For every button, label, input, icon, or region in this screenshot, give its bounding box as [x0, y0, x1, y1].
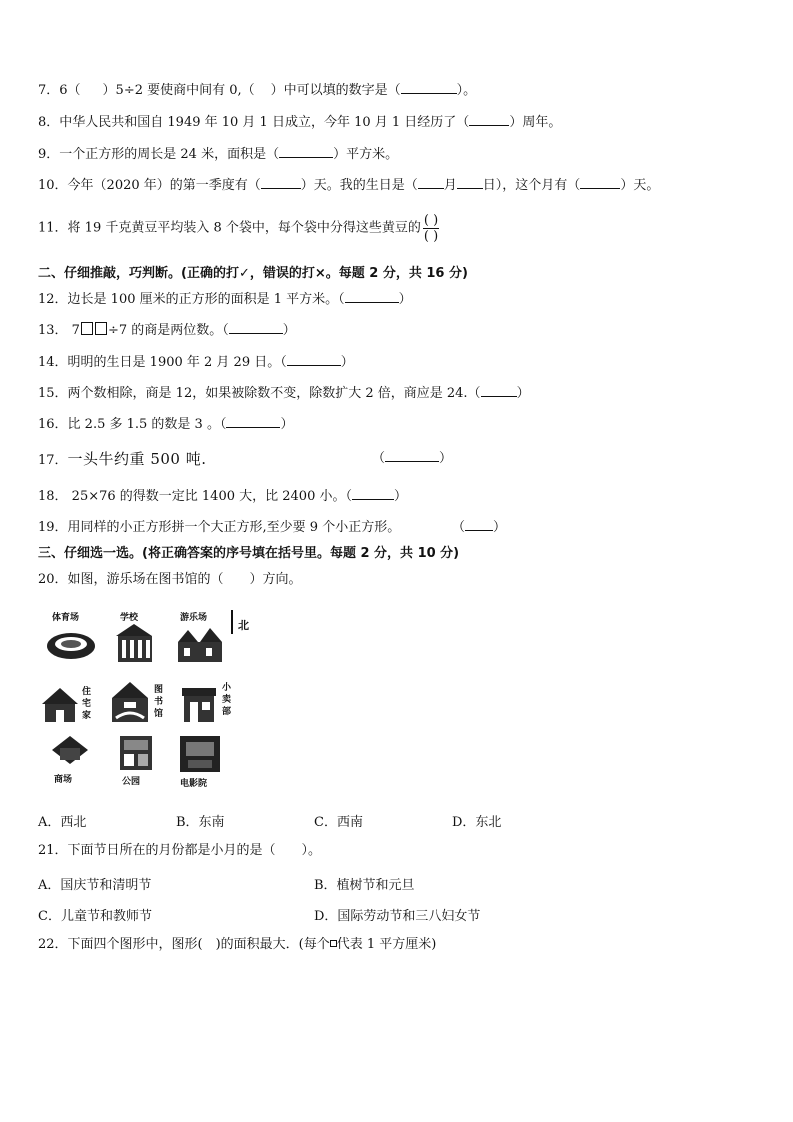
park-icon: [116, 734, 156, 772]
answer-blank[interactable]: [401, 82, 457, 94]
question-9: 9．一个正方形的周长是 24 米，面积是（ ）平方米。: [38, 147, 399, 162]
map-stadium: 体育场: [40, 610, 102, 668]
answer-blank[interactable]: [226, 416, 280, 428]
question-8: 8．中华人民共和国自 1949 年 10 月 1 日成立，今年 10 月 1 日经历了（ ）周年。: [38, 115, 562, 130]
stadium-icon: [46, 624, 106, 664]
answer-blank[interactable]: [352, 488, 394, 500]
map-shop: 小 卖 部: [174, 674, 236, 732]
question-14: 14．明明的生日是 1900 年 2 月 29 日。（ ）: [38, 355, 354, 370]
map-school: 学校: [108, 610, 170, 668]
question-21: 21．下面节日所在的月份都是小月的是（ ）。: [38, 843, 322, 858]
map-cinema: 电影院: [174, 734, 236, 792]
school-icon: [112, 622, 172, 666]
map-park: 公园: [108, 734, 170, 792]
fraction-answer[interactable]: $\frac{( )}{( )}$: [423, 213, 439, 244]
question-22: 22．下面四个图形中，图形( )的面积最大．(每个 代表 1 平方厘米): [38, 937, 437, 952]
answer-blank[interactable]: [385, 450, 439, 462]
answer-blank[interactable]: [345, 291, 399, 303]
question-11: 11．将 19 千克黄豆平均装入 8 个袋中，每个袋中分得这些黄豆的 $\frac{( )}{( )}$: [38, 213, 439, 244]
question-16: 16．比 2.5 多 1.5 的数是 3 。（ ）: [38, 417, 294, 432]
house-icon: [40, 684, 80, 724]
section-3-heading: 三、仔细选一选。(将正确答案的序号填在括号里。每题 2 分，共 10 分): [38, 546, 460, 561]
answer-blank[interactable]: [457, 177, 483, 189]
q20-option-c[interactable]: C．西南: [314, 815, 363, 830]
answer-blank[interactable]: [580, 177, 620, 189]
shop-icon: [180, 684, 220, 728]
question-12: 12．边长是 100 厘米的正方形的面积是 1 平方米。（ ）: [38, 292, 412, 307]
north-label: 北: [238, 619, 249, 632]
q20-option-b[interactable]: B．东南: [176, 815, 225, 830]
q20-option-a[interactable]: A．西北: [38, 815, 87, 830]
q21-option-d[interactable]: D．国际劳动节和三八妇女节: [314, 909, 481, 924]
answer-blank[interactable]: [418, 177, 444, 189]
digit-box: [95, 322, 107, 335]
cinema-icon: [178, 734, 222, 774]
map-library: 图 书 馆: [108, 674, 170, 732]
answer-blank[interactable]: [481, 385, 517, 397]
unit-square-icon: [330, 940, 337, 947]
question-20: 20．如图，游乐场在图书馆的（ ）方向。: [38, 572, 302, 587]
map-figure: [40, 610, 262, 790]
digit-box: [81, 322, 93, 335]
section-2-heading: 二、仔细推敲，巧判断。(正确的打✓，错误的打×。每题 2 分，共 16 分): [38, 266, 468, 281]
question-18: 18． 25×76 的得数一定比 1400 大，比 2400 小。（ ）: [38, 489, 407, 504]
answer-blank[interactable]: [469, 114, 509, 126]
q20-option-d[interactable]: D．东北: [452, 815, 502, 830]
answer-blank[interactable]: [229, 322, 283, 334]
question-17-answer: （ ）: [372, 451, 453, 466]
question-19: 19．用同样的小正方形拼一个大正方形,至少要 9 个小正方形。: [38, 520, 401, 535]
question-17: 17．一头牛约重 500 吨.: [38, 450, 207, 468]
library-icon: [108, 680, 152, 726]
answer-blank[interactable]: [261, 177, 301, 189]
question-13: 13． 7 ÷7 的商是两位数。（ ）: [38, 323, 296, 338]
question-10: 10．今年（2020 年）的第一季度有（ ）天。我的生日是（ 月 日），这个月有（ ）天。: [38, 178, 660, 193]
map-residence: 住 宅 家: [40, 674, 102, 732]
answer-blank[interactable]: [465, 519, 493, 531]
question-15: 15．两个数相除，商是 12，如果被除数不变，除数扩大 2 倍，商应是 24.（ ）: [38, 386, 530, 401]
q21-option-a[interactable]: A．国庆节和清明节: [38, 878, 152, 893]
map-amusement-park: 游乐场: [174, 610, 236, 668]
answer-blank[interactable]: [287, 354, 341, 366]
amusement-park-icon: [176, 622, 236, 666]
question-19-answer: （ ）: [452, 520, 507, 535]
q21-option-c[interactable]: C．儿童节和教师节: [38, 909, 152, 924]
map-mall: 商场: [40, 734, 102, 792]
answer-blank[interactable]: [279, 146, 333, 158]
mall-icon: [48, 734, 92, 770]
q21-option-b[interactable]: B．植树节和元旦: [314, 878, 415, 893]
question-7: 7．6（ ）5÷2 要使商中间有 0,（ ）中可以填的数字是（ ）。: [38, 83, 477, 98]
